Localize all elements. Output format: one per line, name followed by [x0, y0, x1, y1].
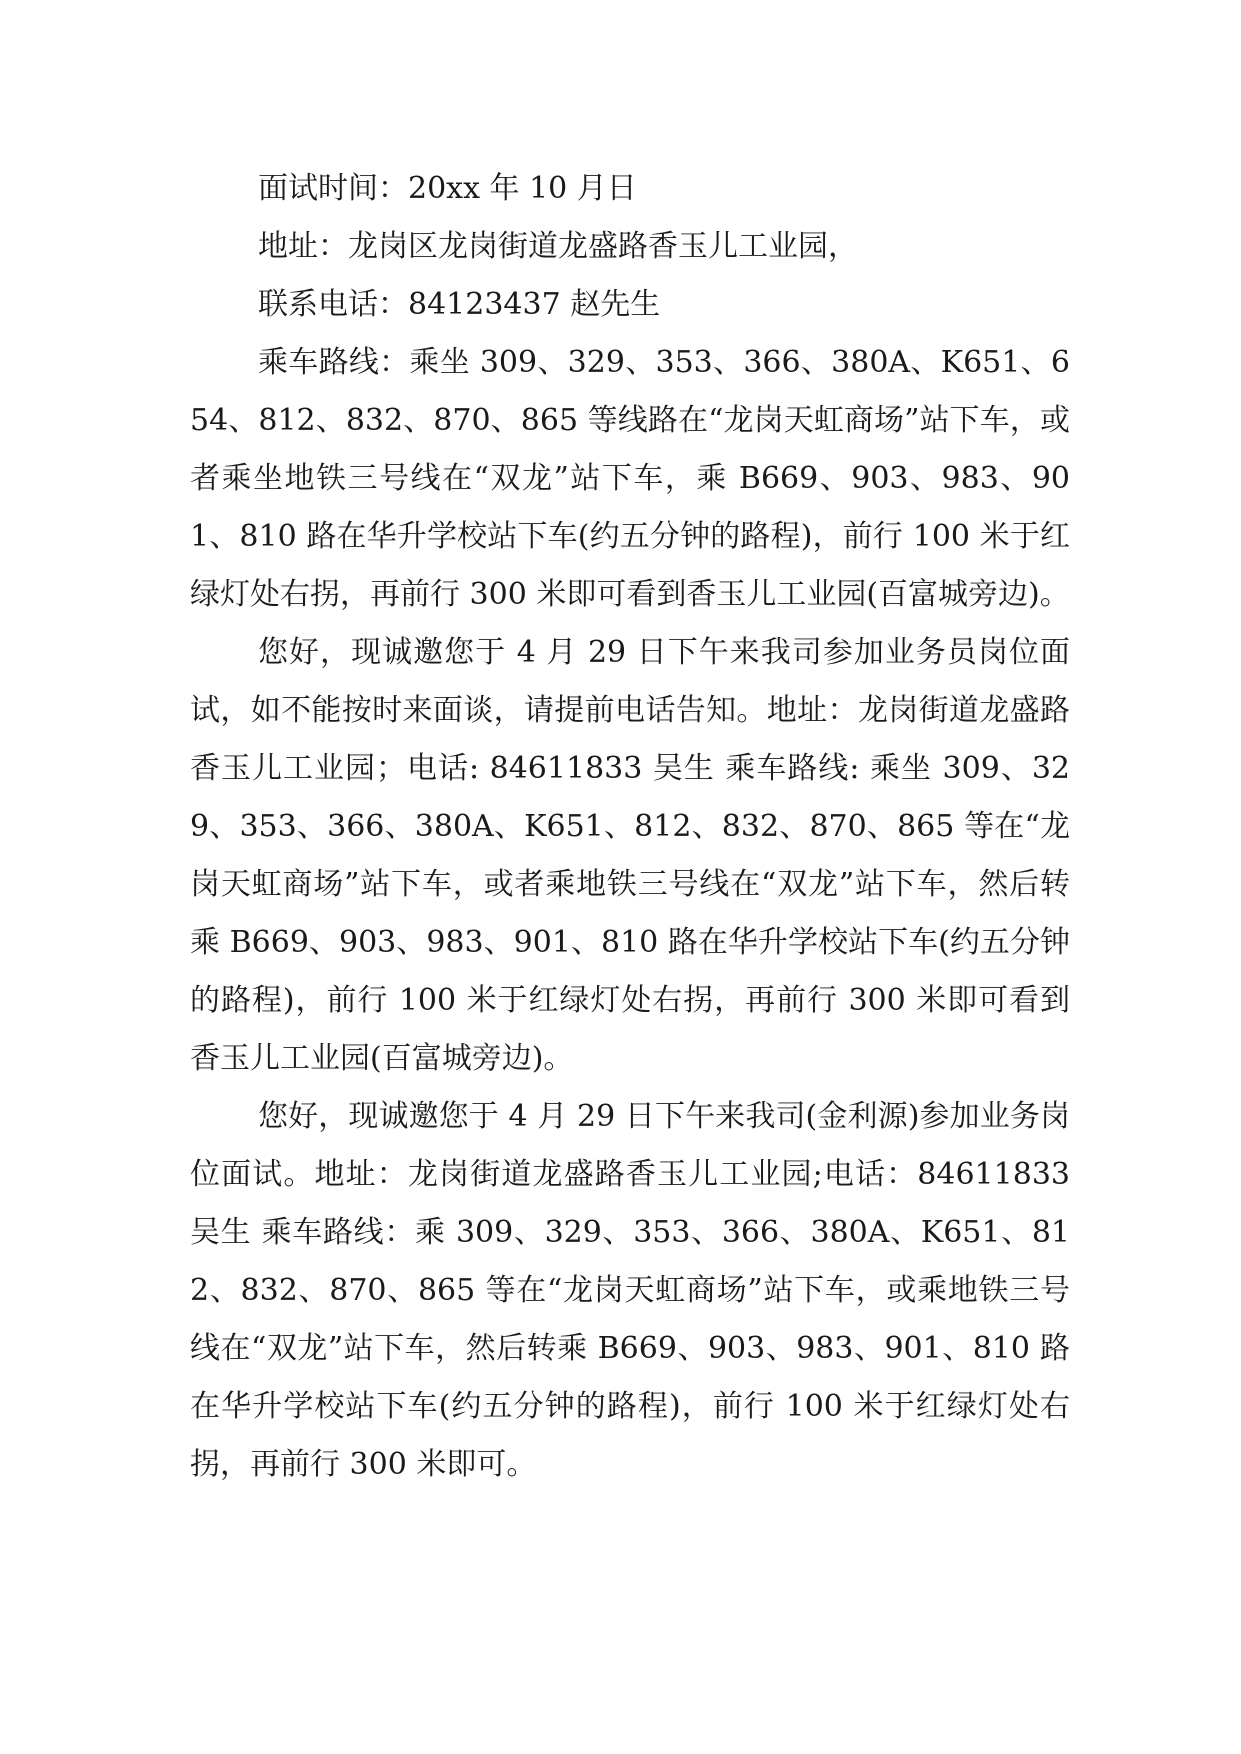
- address-paragraph: 地址：龙岗区龙岗街道龙盛路香玉儿工业园，: [258, 229, 858, 264]
- invitation-paragraph-2: 您好，现诚邀您于 4 月 29 日下午来我司(金利源)参加业务岗位面试。地址：龙岗街道龙盛路香玉儿工业园;电话：84611833 吴生 乘车路线：乘 309、329、353、366、380A、K651、812、832、870、865 等在“龙岗天虹商场”站下车，或乘地铁三号线在“双龙”站下车，然后转乘 B669、903、983、901、810 路在华升学校站下车(约五分钟的路程)，前行 100 米于红绿灯处右拐，再前行 300 米即可。: [190, 1099, 1070, 1482]
- interview-time-paragraph: 面试时间：20xx 年 10 月日: [258, 171, 637, 206]
- document-body: [190, 160, 1070, 1494]
- bus-route-paragraph: 乘车路线：乘坐 309、329、353、366、380A、K651、654、812、832、870、865 等线路在“龙岗天虹商场”站下车，或者乘坐地铁三号线在“双龙”站下车，乘 B669、903、983、901、810 路在华升学校站下车(约五分钟的路程)，前行 100 米于红绿灯处右拐，再前行 300 米即可看到香玉儿工业园(百富城旁边)。: [190, 345, 1070, 612]
- invitation-paragraph-1: 您好，现诚邀您于 4 月 29 日下午来我司参加业务员岗位面试，如不能按时来面谈，请提前电话告知。地址：龙岗街道龙盛路香玉儿工业园；电话: 84611833 吴生 乘车路线: 乘坐 309、329、353、366、380A、K651、812、832、870、865 等在“龙岗天虹商场”站下车，或者乘地铁三号线在“双龙”站下车，然后转乘 B669、903、983、901、810 路在华升学校站下车(约五分钟的路程)，前行 100 米于红绿灯处右拐，再前行 300 米即可看到香玉儿工业园(百富城旁边)。: [190, 635, 1070, 1076]
- contact-phone-paragraph: 联系电话：84123437 赵先生: [258, 287, 661, 322]
